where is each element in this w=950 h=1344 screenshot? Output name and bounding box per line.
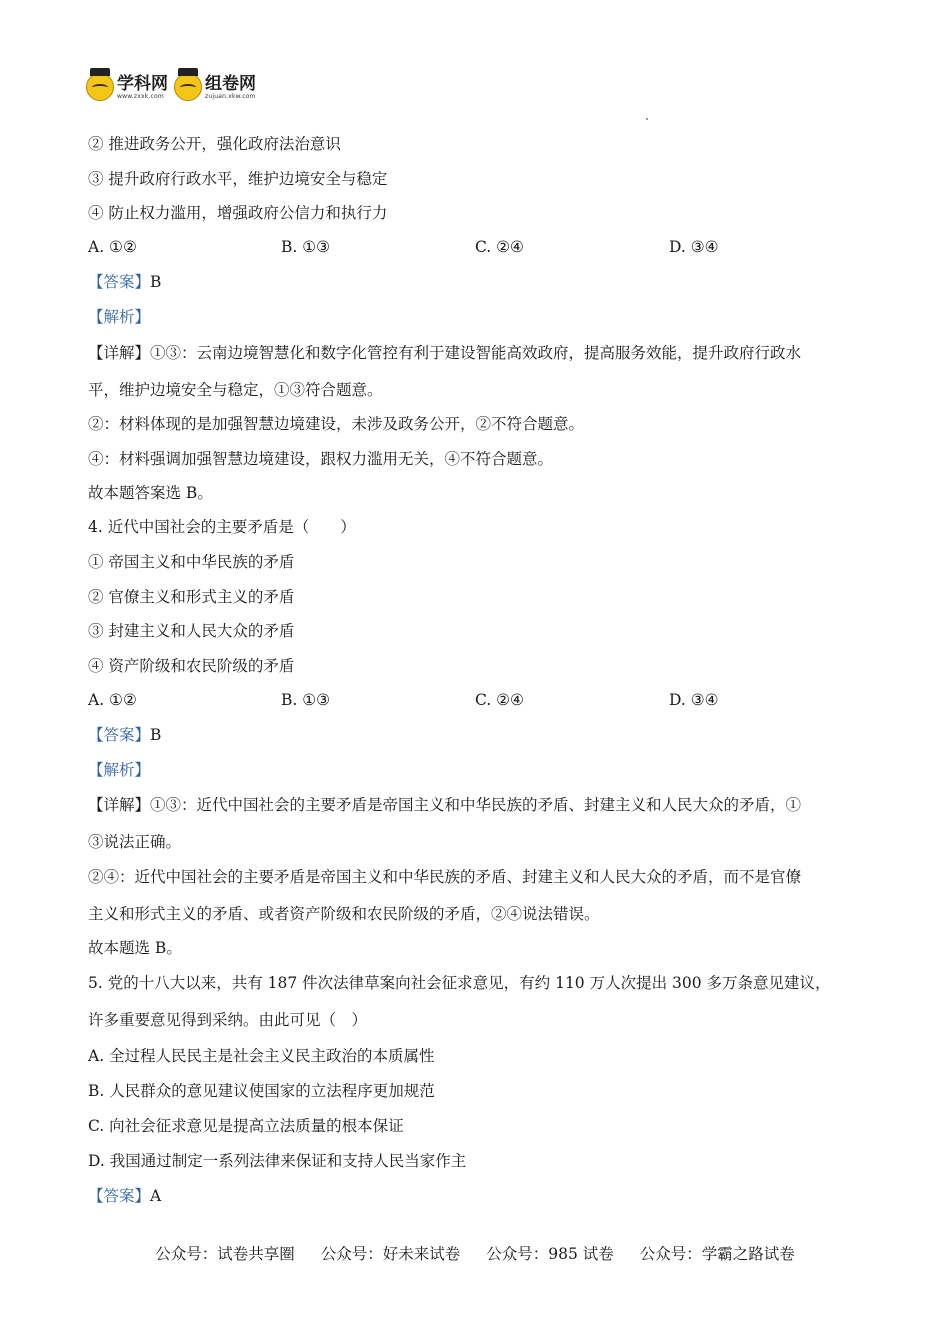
detail-tag: 【详解】: [88, 344, 151, 362]
q3-item-3: ③ 提升政府行政水平，维护边境安全与稳定: [88, 170, 388, 188]
header-logo: [86, 70, 262, 104]
q5-answer: [88, 1186, 161, 1206]
footer-account-2: 公众号：好未来试卷: [320, 1245, 461, 1263]
mascot-icon: [174, 73, 202, 101]
zxxk-logo-name: 学科网: [117, 73, 168, 94]
answer-tag: 【答案】: [88, 273, 151, 291]
answer-tag: 【答案】: [88, 1187, 151, 1205]
zxxk-logo-url: www.zxxk.com: [117, 92, 164, 100]
q3-analysis-tag: 【解析】: [88, 308, 151, 326]
q5-stem-line-2: 许多重要意见得到采纳。由此可见（ ）: [88, 1011, 368, 1029]
zujuan-logo-name: 组卷网: [205, 73, 256, 94]
answer-value: B: [150, 273, 162, 291]
q4-detail-line-4: 主义和形式主义的矛盾、或者资产阶级和农民阶级的矛盾，②④说法错误。: [88, 905, 600, 923]
q4-stem: 4. 近代中国社会的主要矛盾是（ ）: [88, 518, 356, 536]
q4-item-3: ③ 封建主义和人民大众的矛盾: [88, 622, 295, 640]
q5-option-a: A. 全过程人民民主是社会主义民主政治的本质属性: [88, 1047, 435, 1065]
q4-detail-line-3: ②④：近代中国社会的主要矛盾是帝国主义和中华民族的矛盾、封建主义和人民大众的矛盾，而不是官僚: [88, 868, 802, 886]
q4-conclusion: 故本题选 B。: [88, 939, 182, 957]
answer-value: B: [150, 726, 162, 744]
zujuan-logo[interactable]: [174, 73, 256, 101]
q4-analysis-tag: 【解析】: [88, 761, 151, 779]
q3-option-a: A. ①②: [88, 238, 137, 256]
q4-option-a: A. ①②: [88, 691, 137, 709]
q3-detail-line-3: ②：材料体现的是加强智慧边境建设，未涉及政务公开，②不符合题意。: [88, 415, 585, 433]
detail-text: ①③：近代中国社会的主要矛盾是帝国主义和中华民族的矛盾、封建主义和人民大众的矛盾，①: [150, 796, 802, 814]
footer: [0, 1244, 950, 1264]
q3-option-d: D. ③④: [669, 238, 719, 256]
q5-option-b: B. 人民群众的意见建议使国家的立法程序更加规范: [88, 1082, 435, 1100]
q4-option-b: B. ①③: [281, 691, 331, 709]
footer-account-3: 公众号：985 试卷: [486, 1245, 614, 1263]
q4-option-c: C. ②④: [475, 691, 524, 709]
q3-detail-line-4: ④：材料强调加强智慧边境建设，跟权力滥用无关，④不符合题意。: [88, 450, 554, 468]
answer-tag: 【答案】: [88, 726, 151, 744]
footer-account-1: 公众号：试卷共享圈: [155, 1245, 295, 1263]
q3-option-b: B. ①③: [281, 238, 331, 256]
q3-option-c: C. ②④: [475, 238, 524, 256]
q3-detail-line-1: [88, 343, 801, 363]
q3-item-4: ④ 防止权力滥用，增强政府公信力和执行力: [88, 204, 388, 222]
footer-account-4: 公众号：学霸之路试卷: [639, 1245, 795, 1263]
q3-detail-line-2: 平，维护边境安全与稳定，①③符合题意。: [88, 381, 383, 399]
mascot-icon: [86, 73, 114, 101]
q4-answer: [88, 725, 161, 745]
detail-text: ①③：云南边境智慧化和数字化管控有利于建设智能高效政府，提高服务效能，提升政府行政水: [150, 344, 802, 362]
q4-detail-line-1: [88, 795, 801, 815]
q4-item-4: ④ 资产阶级和农民阶级的矛盾: [88, 657, 295, 675]
stray-dot: [646, 118, 648, 120]
zujuan-logo-url: zujuan.xkw.com: [205, 92, 256, 100]
q4-option-d: D. ③④: [669, 691, 719, 709]
q4-item-1: ① 帝国主义和中华民族的矛盾: [88, 553, 295, 571]
q5-option-c: C. 向社会征求意见是提高立法质量的根本保证: [88, 1117, 404, 1135]
q4-item-2: ② 官僚主义和形式主义的矛盾: [88, 588, 295, 606]
answer-value: A: [150, 1187, 162, 1205]
zxxk-logo[interactable]: [86, 73, 168, 101]
q5-option-d: D. 我国通过制定一系列法律来保证和支持人民当家作主: [88, 1152, 467, 1170]
q3-item-2: ② 推进政务公开，强化政府法治意识: [88, 135, 341, 153]
detail-tag: 【详解】: [88, 796, 151, 814]
q3-conclusion: 故本题答案选 B。: [88, 484, 213, 502]
q5-stem-line-1: 5. 党的十八大以来，共有 187 件次法律草案向社会征求意见，有约 110 万人次提出 300 多万条意见建议，: [88, 974, 831, 992]
q4-detail-line-2: ③说法正确。: [88, 833, 182, 851]
q3-answer: [88, 272, 161, 292]
